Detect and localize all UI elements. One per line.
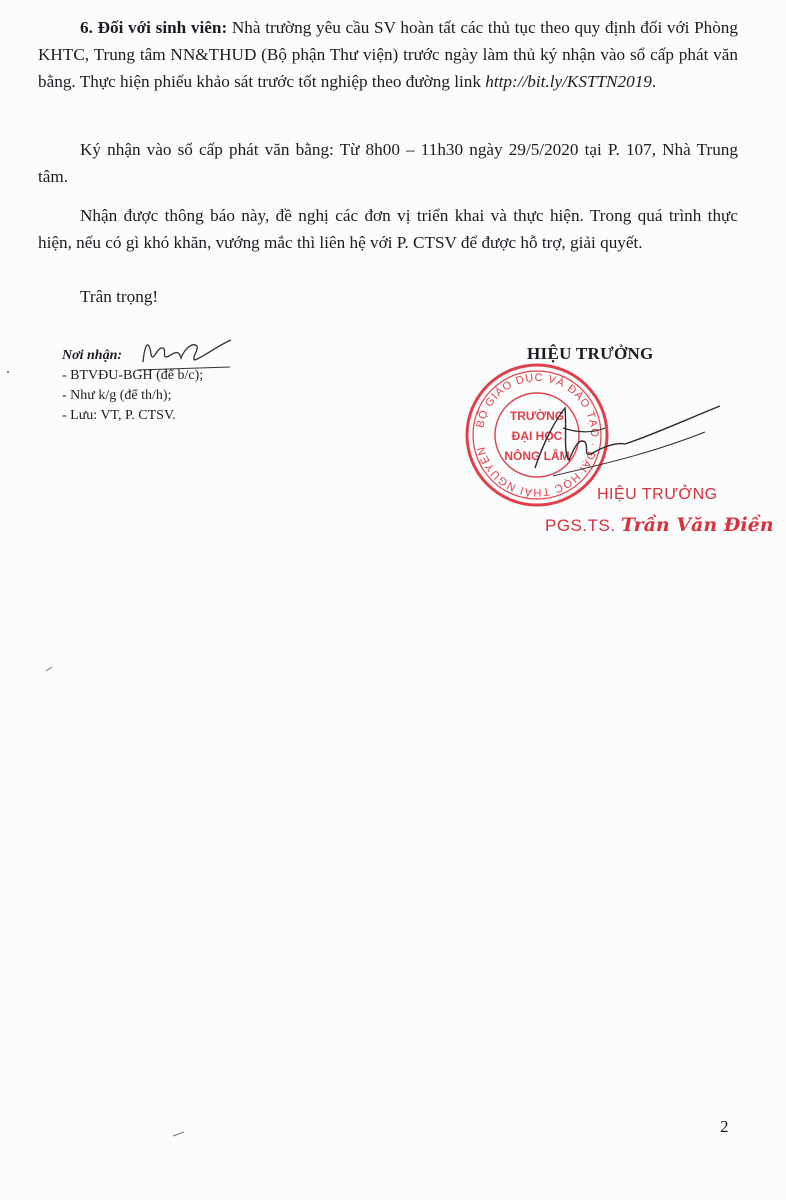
paragraph-implementation bbox=[38, 202, 738, 256]
signer-prefix: PGS.TS. bbox=[545, 516, 616, 535]
scan-speck bbox=[45, 666, 53, 672]
recipient-item: - Lưu: VT, P. CTSV. bbox=[62, 408, 176, 423]
closing-greeting: Trân trọng! bbox=[80, 287, 159, 306]
signature-title: HIỆU TRƯỞNG bbox=[527, 344, 654, 363]
scan-speck bbox=[172, 1130, 186, 1138]
signer-name-stamp bbox=[545, 514, 774, 536]
seal-center-line: NÔNG LÂM bbox=[504, 449, 570, 463]
paragraph-student-requirements bbox=[38, 14, 738, 95]
section-heading: 6. Đối với sinh viên: bbox=[80, 18, 228, 37]
recipient-item: - BTVĐU-BGH (để b/c); bbox=[62, 368, 204, 383]
paragraph-end: . bbox=[651, 72, 657, 91]
seal-center-line: ĐẠI HỌC bbox=[511, 429, 563, 443]
scan-speck bbox=[6, 370, 10, 374]
page-number: 2 bbox=[720, 1117, 729, 1136]
initial-signature-icon bbox=[135, 332, 235, 372]
paragraph-text: Nhận được thông báo này, đề nghị các đơn vị triển khai và thực hiện. Trong quá trình thực hiện, nếu có gì khó khăn, vướng mắc thì liên hệ với P. CTSV để được hỗ trợ, giải quyết. bbox=[38, 206, 738, 252]
stamp-title: HIỆU TRƯỞNG bbox=[597, 486, 718, 503]
paragraph-text: Nhà trường yêu cầu SV hoàn tất các thủ tục theo quy định đối với Phòng KHTC, Trung tâm NN&THUD (Bộ phận Thư viện) trước ngày làm thủ ký nhận vào sổ cấp phát văn bằng. Thực hiện phiếu khảo sát trước tốt nghiệp theo đường link bbox=[38, 18, 738, 91]
recipient-item: - Như k/g (để th/h); bbox=[62, 388, 172, 403]
paragraph-signing-schedule bbox=[38, 136, 738, 190]
handwritten-signature-icon bbox=[505, 398, 730, 488]
recipients-label: Nơi nhận: bbox=[62, 348, 123, 363]
seal-center-line: TRƯỜNG bbox=[509, 409, 565, 423]
seal-ring-text: BỘ GIÁO DỤC VÀ ĐÀO TẠO · ĐẠI HỌC THÁI NGUYÊN bbox=[474, 371, 601, 499]
signer-name: Trần Văn Điền bbox=[620, 514, 774, 536]
survey-link[interactable]: http://bit.ly/KSTTN2019 bbox=[485, 72, 652, 91]
paragraph-text: Ký nhận vào sổ cấp phát văn bằng: Từ 8h00 – 11h30 ngày 29/5/2020 tại P. 107, Nhà Trung tâm. bbox=[38, 140, 738, 186]
